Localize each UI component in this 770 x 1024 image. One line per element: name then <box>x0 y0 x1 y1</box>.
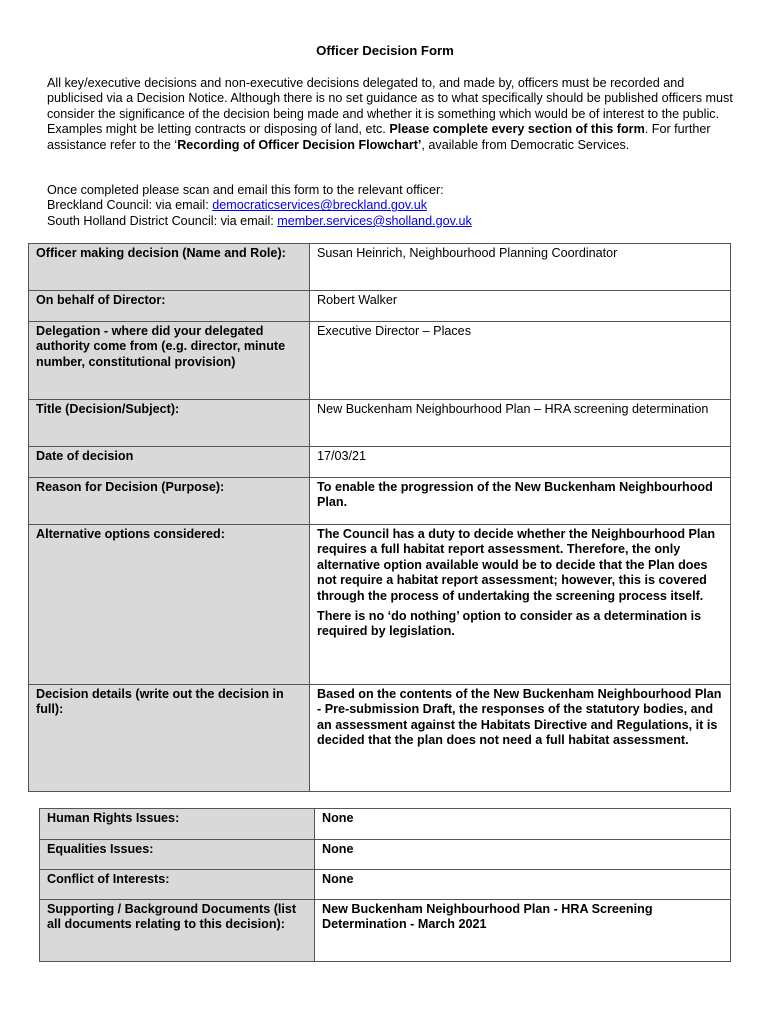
row-label: Decision details (write out the decision in full): <box>29 685 310 792</box>
intro-text-1: All key/executive decisions and non-executive decisions delegated to, and made by, officers must be recorded and publicised via a Decision Notice. Although there is no set guidance as to what specifically should be published officers must consider the significance of the decision being made and whether it is something which would be of interest to the public. Examples might be letting contracts or disposing of land, etc. <box>47 76 733 137</box>
breckland-email-link[interactable]: democraticservices@breckland.gov.uk <box>212 198 428 213</box>
intro-paragraph <box>47 76 737 153</box>
row-label: Equalities Issues: <box>40 840 315 870</box>
row-label: Human Rights Issues: <box>40 809 315 840</box>
table-row <box>40 840 731 870</box>
row-value: To enable the progression of the New Buckenham Neighbourhood Plan. <box>310 478 731 525</box>
row-value: None <box>315 870 731 900</box>
contact-block <box>47 183 737 229</box>
row-value: None <box>315 809 731 840</box>
page-title: Officer Decision Form <box>316 43 454 58</box>
intro-text-2: . For further assistance refer to the ‘ <box>47 122 711 152</box>
table-row <box>29 525 731 685</box>
breckland-prefix: Breckland Council: via email: <box>47 198 213 213</box>
row-value: New Buckenham Neighbourhood Plan – HRA screening determination <box>310 400 731 447</box>
row-label: Alternative options considered: <box>29 525 310 685</box>
table-row <box>40 809 731 840</box>
row-label: Delegation - where did your delegated authority come from (e.g. director, minute number, constitutional provision) <box>29 322 310 400</box>
row-label: Supporting / Background Documents (list all documents relating to this decision): <box>40 900 315 962</box>
row-value: Executive Director – Places <box>310 322 731 400</box>
sholland-prefix: South Holland District Council: via email: <box>47 213 278 228</box>
decision-table <box>28 243 731 792</box>
row-label: On behalf of Director: <box>29 291 310 322</box>
alternative-options-text: The Council has a duty to decide whether the Neighbourhood Plan requires a full habitat report assessment. Therefore, the only alternative option available would be to decide that the Plan does not require a habitat report assessment; however, this is covered through the process of undertaking the screening process itself. <box>317 527 716 603</box>
issues-table <box>39 808 731 962</box>
intro-bold-2: Recording of Officer Decision Flowchart’ <box>177 137 422 152</box>
table-row <box>29 447 731 478</box>
intro-text-3: , available from Democratic Services. <box>421 137 630 152</box>
table-row <box>29 291 731 322</box>
row-label: Date of decision <box>29 447 310 478</box>
table-row <box>29 400 731 447</box>
row-value: New Buckenham Neighbourhood Plan - HRA Screening Determination - March 2021 <box>315 900 731 962</box>
row-value: Susan Heinrich, Neighbourhood Planning Coordinator <box>310 244 731 291</box>
row-value: Based on the contents of the New Buckenham Neighbourhood Plan - Pre-submission Draft, the responses of the statutory bodies, and an assessment against the Habitats Directive and Regulations, it is decided that the plan does not need a full habitat assessment. <box>310 685 731 792</box>
row-label: Conflict of Interests: <box>40 870 315 900</box>
table-row <box>29 322 731 400</box>
intro-bold-1: Please complete every section of this form <box>389 122 645 137</box>
table-row <box>29 478 731 525</box>
no-nothing-option-text: There is no ‘do nothing’ option to consider as a determination is required by legislation. <box>317 609 702 639</box>
row-value: 17/03/21 <box>310 447 731 478</box>
sholland-contact <box>47 214 737 229</box>
table-row <box>40 870 731 900</box>
row-label: Title (Decision/Subject): <box>29 400 310 447</box>
table-row <box>29 685 731 792</box>
row-label: Officer making decision (Name and Role): <box>29 244 310 291</box>
row-label: Reason for Decision (Purpose): <box>29 478 310 525</box>
table-row <box>40 900 731 962</box>
table-row <box>29 244 731 291</box>
breckland-contact <box>47 198 737 213</box>
sholland-email-link[interactable]: member.services@sholland.gov.uk <box>277 213 472 228</box>
row-value: Robert Walker <box>310 291 731 322</box>
row-value: None <box>315 840 731 870</box>
contact-intro: Once completed please scan and email this form to the relevant officer: <box>47 183 444 197</box>
row-value <box>310 525 731 685</box>
